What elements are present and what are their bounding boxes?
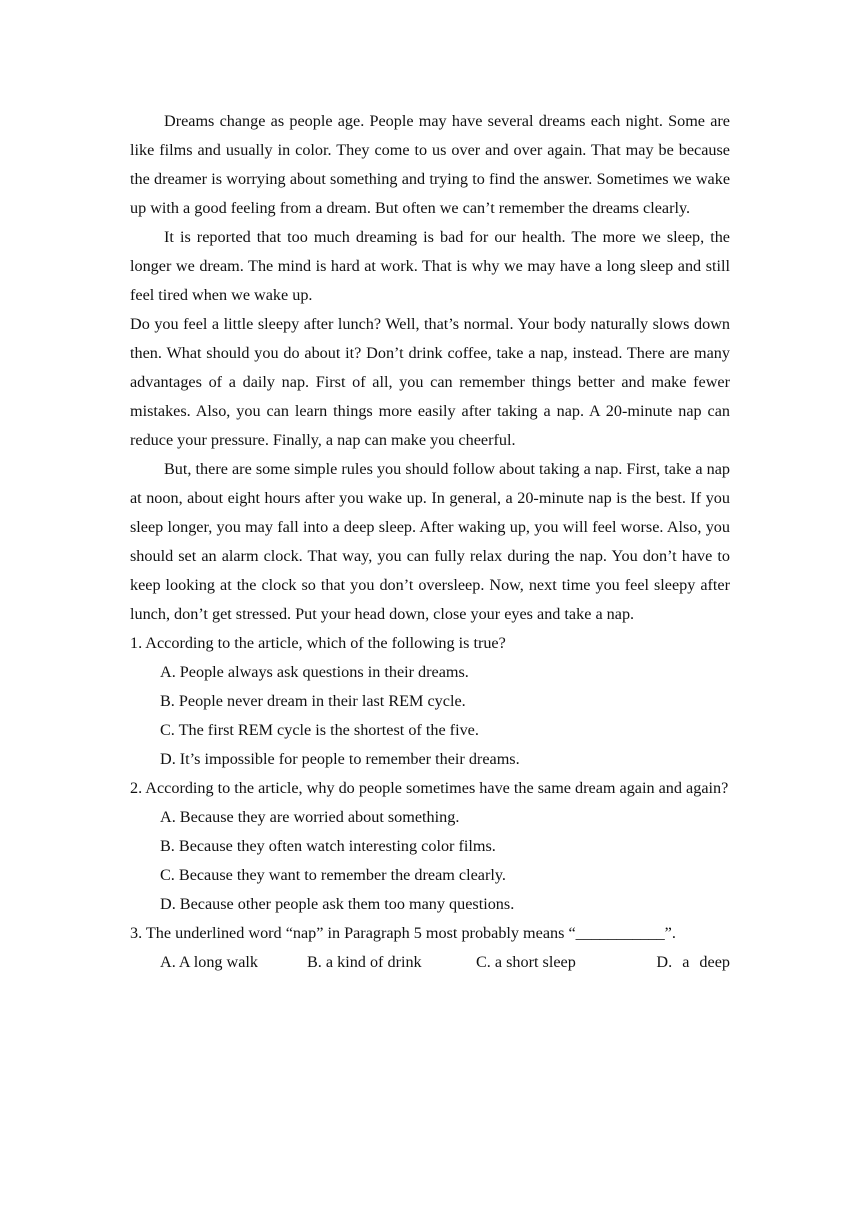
passage-paragraph-4: But, there are some simple rules you should follow about taking a nap. First, take a nap at noon, about eight hours after you wake up. In general, a 20-minute nap is the best. If you sleep longer, you may fall into a deep sleep. After waking up, you will feel worse. Also, you should set an alarm clock. That way, you can fully relax during the nap. You don’t have to keep looking at the clock so that you don’t oversleep. Now, next time you feel sleepy after lunch, don’t get stressed. Put your head down, close your eyes and take a nap.	[130, 460, 730, 623]
question-3-option-b: B. a kind of drink	[307, 953, 422, 971]
question-3	[130, 919, 730, 977]
question-3-option-a: A. A long walk	[160, 953, 259, 971]
question-2-option-d: D. Because other people ask them too many questions.	[160, 895, 515, 913]
document-page	[130, 107, 730, 977]
question-3-option-d: D. a deep	[656, 953, 730, 971]
question-1-stem: 1. According to the article, which of the following is true?	[130, 634, 506, 652]
question-1-option-b: B. People never dream in their last REM cycle.	[160, 692, 466, 710]
passage-paragraph-3: Do you feel a little sleepy after lunch? Well, that’s normal. Your body naturally slows down then. What should you do about it? Don’t drink coffee, take a nap, instead. There are many advantages of a daily nap. First of all, you can remember things better and make fewer mistakes. Also, you can learn things more easily after taking a nap. A 20-minute nap can reduce your pressure. Finally, a nap can make you cheerful.	[130, 315, 730, 449]
passage-paragraph-1: Dreams change as people age. People may have several dreams each night. Some are like films and usually in color. They come to us over and over again. That may be because the dreamer is worrying about something and trying to find the answer. Sometimes we wake up with a good feeling from a dream. But often we can’t remember the dreams clearly.	[130, 112, 730, 217]
question-1-option-d: D. It’s impossible for people to remember their dreams.	[160, 750, 520, 768]
question-3-stem: 3. The underlined word “nap” in Paragraph 5 most probably means “___________”.	[130, 924, 676, 942]
question-3-options-row	[130, 948, 730, 977]
passage-paragraph-2: It is reported that too much dreaming is bad for our health. The more we sleep, the longer we dream. The mind is hard at work. That is why we may have a long sleep and still feel tired when we wake up.	[130, 228, 730, 304]
question-2-option-a: A. Because they are worried about something.	[160, 808, 460, 826]
question-2-option-b: B. Because they often watch interesting color films.	[160, 837, 496, 855]
question-3-option-c: C. a short sleep	[476, 953, 576, 971]
question-1-option-c: C. The first REM cycle is the shortest of the five.	[160, 721, 479, 739]
question-1	[130, 629, 730, 774]
question-1-option-a: A. People always ask questions in their dreams.	[160, 663, 469, 681]
question-2-stem: 2. According to the article, why do people sometimes have the same dream again and again?	[130, 779, 729, 797]
question-2-option-c: C. Because they want to remember the dream clearly.	[160, 866, 506, 884]
question-2	[130, 774, 730, 919]
